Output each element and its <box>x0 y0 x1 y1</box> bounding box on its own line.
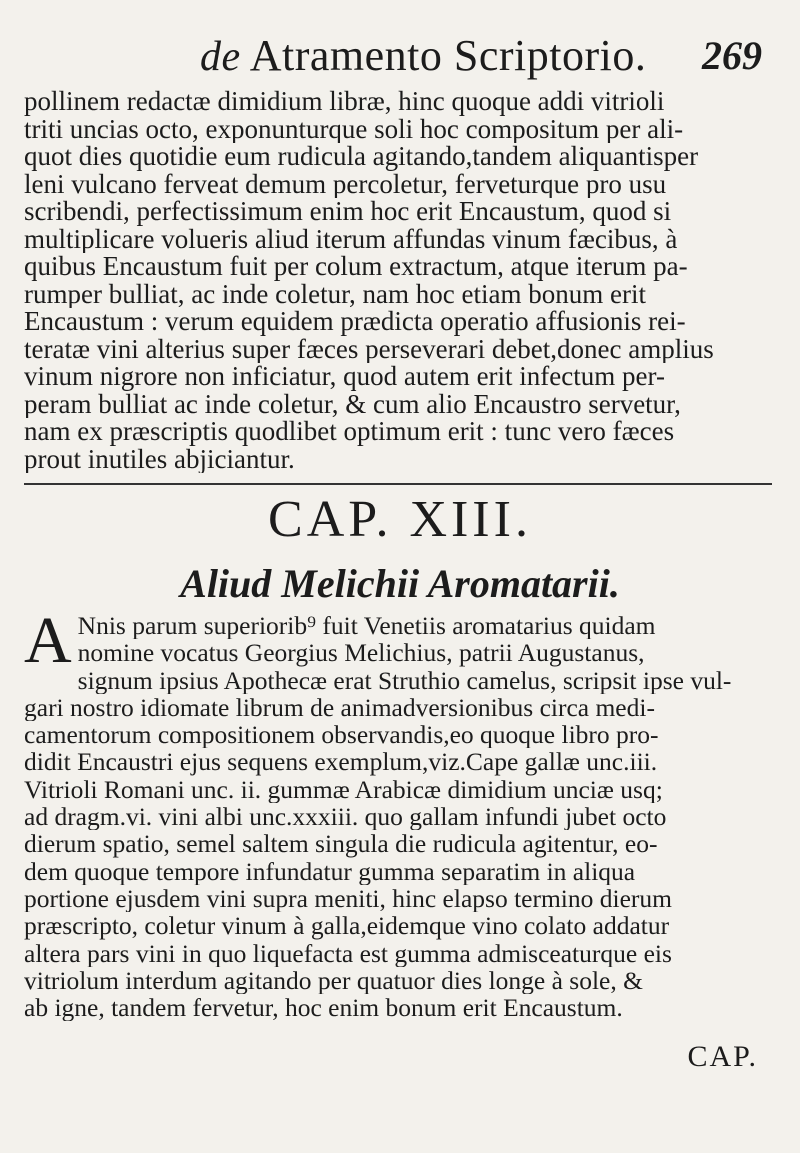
running-head-prefix: de <box>200 34 241 80</box>
text-line: ab igne, tandem fervetur, hoc enim bonum erit Encaustum. <box>24 994 623 1022</box>
text-line: præscripto, coletur vinum à galla,eidemque vino colato addatur <box>24 912 670 940</box>
catchword: CAP. <box>687 1040 758 1073</box>
text-line: nam ex præscriptis quodlibet optimum erit : tunc vero fæces <box>24 418 675 446</box>
text-line: dierum spatio, semel saltem singula die rudicula agitentur, eo- <box>24 830 658 858</box>
text-line: triti uncias octo, exponunturque soli hoc compositum per ali- <box>24 115 684 143</box>
drop-cap: A <box>24 604 72 677</box>
text-line: ad dragm.vi. vini albi unc.xxxiii. quo gallam infundi jubet octo <box>24 803 667 831</box>
text-line: scribendi, perfectissimum enim hoc erit Encaustum, quod si <box>24 198 672 226</box>
text-line: nomine vocatus Georgius Melichius, patrii Augustanus, <box>77 639 645 667</box>
text-line: signum ipsius Apothecæ erat Struthio camelus, scripsit ipse vul- <box>77 666 732 694</box>
text-line: quibus Encaustum fuit per colum extractum, atque iterum pa- <box>24 253 688 281</box>
chapter-subheading: Aliud Melichii Aromatarii. <box>180 561 620 606</box>
text-line: multiplicare volueris aliud iterum affundas vinum fæcibus, à <box>24 225 678 253</box>
text-line: didit Encaustri ejus sequens exemplum,viz.Cape gallæ unc.iii. <box>24 748 658 776</box>
text-line: rumper bulliat, ac inde coletur, nam hoc etiam bonum erit <box>24 280 646 308</box>
text-line: Nnis parum superiorib⁹ fuit Venetiis aromatarius quidam <box>77 612 656 640</box>
text-line: Encaustum : verum equidem prædicta operatio affusionis rei- <box>24 308 686 336</box>
text-line: altera pars vini in quo liquefacta est gumma admisceaturque eis <box>24 939 672 967</box>
section-divider <box>24 483 772 485</box>
text-line: Vitrioli Romani unc. ii. gummæ Arabicæ dimidium unciæ usq; <box>24 775 663 804</box>
text-line: prout inutiles abjiciantur. <box>24 445 295 473</box>
text-line: dem quoque tempore infundatur gumma separatim in aliqua <box>24 857 636 885</box>
running-head-text: Atramento Scriptorio. <box>249 31 647 80</box>
text-line: gari nostro idiomate librum de animadversionibus circa medi- <box>24 693 655 722</box>
text-line: vinum nigrore non inficiatur, quod autem erit infectum per- <box>24 363 665 391</box>
text-line: quot dies quotidie eum rudicula agitando,tandem aliquantisper <box>24 143 699 171</box>
running-head-title <box>200 30 646 81</box>
text-line: peram bulliat ac inde coletur, & cum alio Encaustro servetur, <box>24 390 681 418</box>
text-line: leni vulcano ferveat demum percoletur, ferveturque pro usu <box>24 170 667 198</box>
page-number: 269 <box>702 33 762 78</box>
paragraph-1 <box>24 88 774 473</box>
text-line: portione ejusdem vini supra meniti, hinc elapso termino dierum <box>24 884 672 913</box>
paragraph-2 <box>24 604 774 1022</box>
text-line: vitriolum interdum agitando per quatuor dies longe à sole, & <box>24 966 643 995</box>
text-line: pollinem redactæ dimidium libræ, hinc quoque addi vitrioli <box>24 88 665 116</box>
running-head <box>0 22 800 82</box>
chapter-heading: CAP. XIII. <box>268 491 532 548</box>
text-line: teratæ vini alterius super fæces perseverari debet,donec amplius <box>24 335 714 363</box>
text-line: camentorum compositionem observandis,eo quoque libro pro- <box>24 721 659 749</box>
